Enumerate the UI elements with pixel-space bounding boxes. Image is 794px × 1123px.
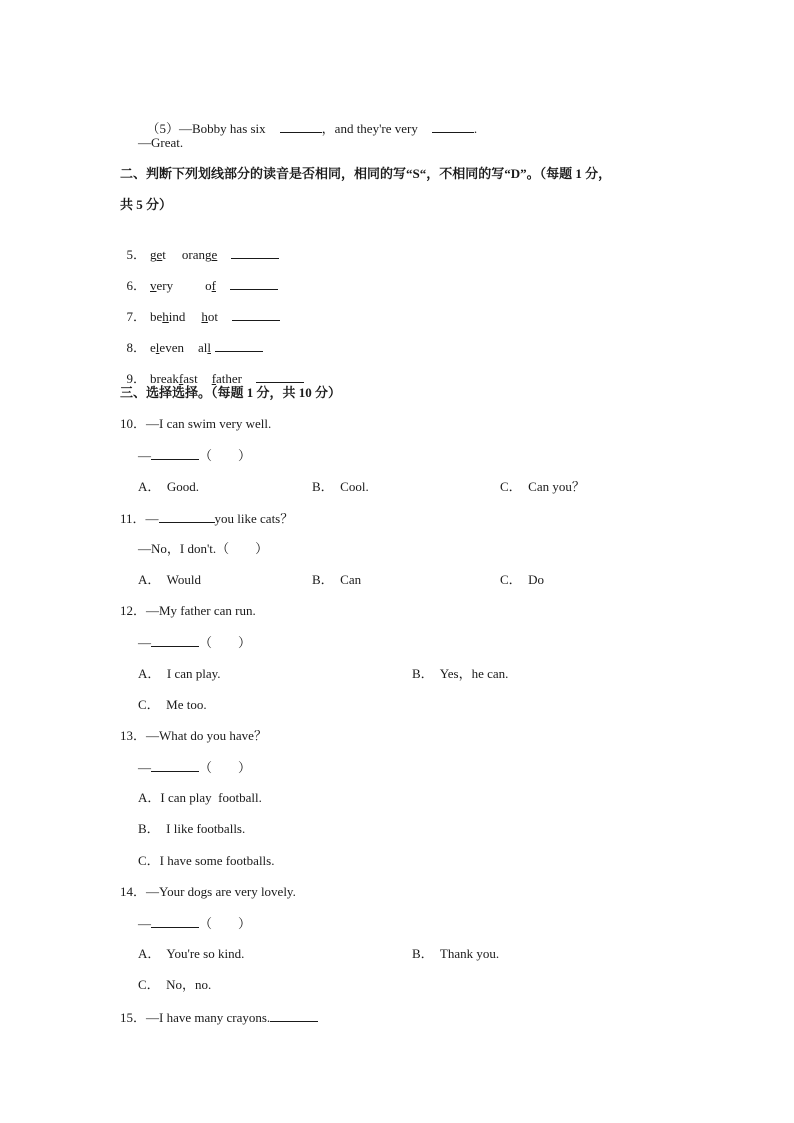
word-part: o (205, 278, 212, 293)
word-2 (205, 278, 216, 293)
q12-option-b[interactable]: B． Yes，he can. (412, 666, 509, 681)
answer-blank[interactable] (232, 308, 280, 321)
word-part: break (150, 371, 179, 386)
phonics-item (120, 354, 304, 387)
q12-reply (138, 634, 251, 651)
word-part: ather (216, 371, 243, 386)
item-number: 7． (126, 309, 147, 324)
answer-blank[interactable] (280, 120, 322, 133)
q5-line1-end: . (473, 121, 478, 136)
q10-option-b[interactable]: B． Cool. (312, 479, 369, 494)
phonics-item (120, 292, 280, 325)
q10-option-a[interactable]: A． Good. (138, 479, 200, 494)
item-number: 6． (126, 278, 147, 293)
stem-text: 15．—I have many crayons. (120, 1010, 271, 1025)
answer-blank[interactable] (215, 339, 263, 352)
q10-reply (138, 447, 251, 464)
word-2 (212, 371, 242, 386)
word-1 (150, 309, 185, 324)
underlined-letters: f (211, 278, 216, 293)
answer-paren[interactable]: （ ） (199, 916, 252, 931)
underlined-letters: e (156, 247, 163, 262)
item-number: 9． (126, 371, 147, 386)
word-part: t (162, 247, 166, 262)
word-part: e (150, 340, 156, 355)
answer-blank[interactable] (159, 510, 215, 523)
word-part: even (159, 340, 184, 355)
reply-dash: — (138, 760, 151, 775)
section3-heading: 三、选择选择。（每题 1 分，共 10 分） (120, 385, 342, 400)
word-part: be (150, 309, 163, 324)
word-2 (198, 340, 211, 355)
answer-blank[interactable] (231, 246, 279, 259)
reply-dash: — (138, 635, 151, 650)
underlined-letters: h (201, 309, 208, 324)
q14-stem: 14．—Your dogs are very lovely. (120, 884, 296, 899)
answer-blank[interactable] (230, 277, 278, 290)
q11-option-b[interactable]: B． Can (312, 572, 362, 587)
word-2 (182, 247, 217, 262)
q5-line1-mid: ，and they're very (321, 121, 418, 136)
item-number: 8． (126, 340, 147, 355)
q13-option-b[interactable]: B． I like footballs. (138, 821, 246, 836)
answer-blank[interactable] (256, 370, 304, 383)
word-1 (150, 247, 166, 262)
phonics-item (120, 261, 278, 294)
q5-line1-pre: （5）—Bobby has six (146, 121, 266, 136)
q14-option-a[interactable]: A． You're so kind. (138, 946, 245, 961)
q11-stem (120, 510, 293, 527)
q11-option-a[interactable]: A． Would (138, 572, 201, 587)
q14-option-b[interactable]: B． Thank you. (412, 946, 500, 961)
underlined-letters: h (162, 309, 169, 324)
q10-stem: 10．—I can swim very well. (120, 416, 272, 431)
word-part: ery (156, 278, 174, 293)
answer-paren[interactable]: （ ） (199, 760, 252, 775)
answer-blank[interactable] (151, 447, 199, 460)
answer-blank[interactable] (270, 1009, 318, 1022)
section2-heading-line2: 共 5 分） (120, 197, 173, 212)
q12-option-a[interactable]: A． I can play. (138, 666, 221, 681)
underlined-letters: e (211, 247, 218, 262)
underlined-letters: f (211, 371, 217, 386)
underlined-letters: l (207, 340, 211, 355)
q10-option-c[interactable]: C． Can you？ (500, 479, 585, 494)
word-2 (201, 309, 218, 324)
stem-post: you like cats？ (214, 511, 294, 526)
q11-reply: —No，I don't.（ ） (138, 541, 269, 556)
q14-reply (138, 915, 251, 932)
q11-option-c[interactable]: C． Do (500, 572, 545, 587)
answer-paren[interactable]: （ ） (199, 635, 252, 650)
word-part: orang (181, 247, 212, 262)
q5-line1 (140, 104, 477, 137)
answer-blank[interactable] (432, 120, 474, 133)
word-part: ast (183, 371, 198, 386)
word-1 (150, 371, 198, 386)
answer-blank[interactable] (151, 634, 199, 647)
q13-stem: 13．—What do you have？ (120, 728, 267, 743)
q13-reply (138, 759, 251, 776)
q13-option-c[interactable]: C．I have some footballs. (138, 853, 275, 868)
phonics-item (120, 230, 279, 263)
section2-heading-line1: 二、判断下列划线部分的读音是否相同，相同的写“S“，不相同的写“D”。（每题 1 分， (120, 166, 612, 181)
word-part: al (197, 340, 208, 355)
item-number: 5． (126, 247, 147, 262)
underlined-letters: v (150, 278, 157, 293)
word-part: ind (168, 309, 186, 324)
word-1 (150, 278, 173, 293)
q5-line2: —Great. (138, 135, 184, 150)
word-1 (150, 340, 184, 355)
word-part: g (150, 247, 157, 262)
underlined-letters: f (178, 371, 184, 386)
q12-stem: 12．—My father can run. (120, 603, 256, 618)
q15-stem (120, 1009, 318, 1026)
q12-option-c[interactable]: C． Me too. (138, 697, 207, 712)
phonics-item (120, 323, 263, 356)
word-part: ot (207, 309, 219, 324)
reply-dash: — (138, 448, 151, 463)
answer-blank[interactable] (151, 759, 199, 772)
q13-option-a[interactable]: A．I can play football. (138, 790, 262, 805)
q14-option-c[interactable]: C． No，no. (138, 977, 212, 992)
stem-pre: 11．— (120, 511, 159, 526)
reply-dash: — (138, 916, 151, 931)
answer-paren[interactable]: （ ） (199, 448, 252, 463)
answer-blank[interactable] (151, 915, 199, 928)
underlined-letters: l (155, 340, 160, 355)
